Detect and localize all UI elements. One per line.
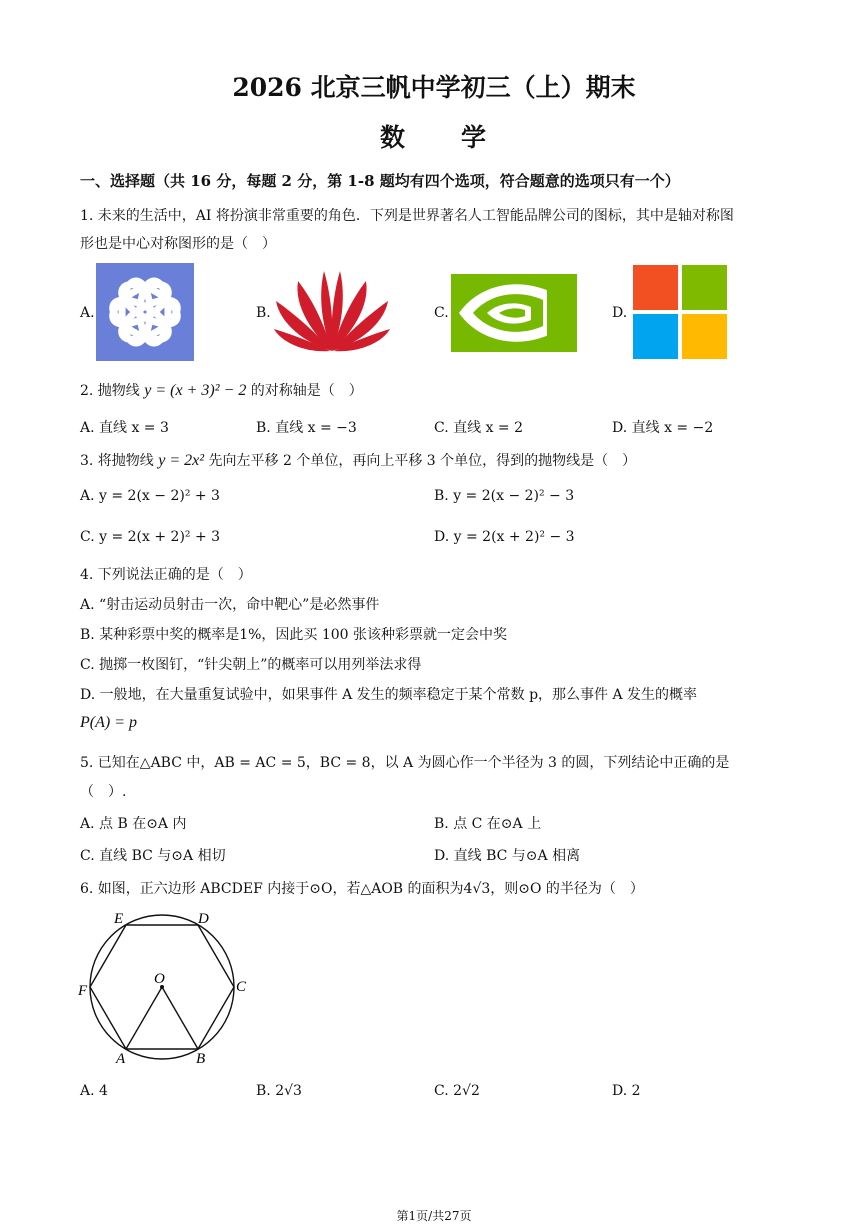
- q6-stem: 6. 如图，正六边形 ABCDEF 内接于⊙O，若△AOB 的面积为4√3，则⊙O 的半径为（ ）: [80, 881, 644, 897]
- q2-option-c: C. 直线 x = 2: [434, 420, 523, 436]
- q3-stem: [80, 450, 636, 470]
- q4-option-d-tail: P(A) = p: [80, 714, 137, 731]
- q6-option-d: D. 2: [612, 1083, 641, 1099]
- q3-option-c: C. y = 2(x + 2)² + 3: [80, 529, 221, 545]
- q5-option-d: D. 直线 BC 与⊙A 相离: [434, 848, 581, 864]
- page-footer: 第1页/共27页: [396, 1209, 472, 1223]
- label-a: A: [116, 1051, 126, 1067]
- q6-option-a: A. 4: [80, 1083, 108, 1099]
- q1-line2: 形也是中心对称图形的是（ ）: [80, 236, 276, 252]
- q4-option-b: B. 某种彩票中奖的概率是1%，因此买 100 张该种彩票就一定会中奖: [80, 627, 508, 643]
- q4-option-c: C. 抛掷一枚图钉，“针尖朝上”的概率可以用列举法求得: [80, 657, 422, 673]
- q2-stem-post: 的对称轴是（ ）: [250, 383, 363, 399]
- q1-option-b-label: B.: [256, 305, 271, 321]
- q2-stem-pre: 2. 抛物线: [80, 383, 140, 399]
- page-title: 2026 北京三帆中学初三（上）期末: [232, 73, 636, 102]
- openai-logo-icon: [96, 263, 194, 361]
- q6-option-c: C. 2√2: [434, 1083, 480, 1099]
- q1-option-a-label: A.: [80, 305, 95, 321]
- q3-option-d: D. y = 2(x + 2)² − 3: [434, 529, 575, 545]
- microsoft-logo-icon: [633, 265, 727, 359]
- q5-option-c: C. 直线 BC 与⊙A 相切: [80, 848, 226, 864]
- q2-option-a: A. 直线 x = 3: [80, 420, 169, 436]
- q1-line1: 1. 未来的生活中，AI 将扮演非常重要的角色．下列是世界著名人工智能品牌公司的图标，其中是轴对称图: [80, 208, 734, 224]
- q2-option-d: D. 直线 x = −2: [612, 420, 714, 436]
- q3-expression: y = 2x²: [158, 452, 205, 469]
- label-e: E: [114, 911, 124, 927]
- huawei-logo-icon: [273, 265, 391, 355]
- label-f: F: [78, 983, 88, 999]
- label-d: D: [198, 911, 209, 927]
- q5-line1: 5. 已知在△ABC 中，AB = AC = 5，BC = 8，以 A 为圆心作一个半径为 3 的圆，下列结论中正确的是: [80, 755, 730, 771]
- q1-option-c-label: C.: [434, 305, 449, 321]
- q2-expression: y = (x + 3)² − 2: [144, 382, 247, 399]
- section-heading: 一、选择题（共 16 分，每题 2 分，第 1-8 题均有四个选项，符合题意的选项只有一个）: [80, 172, 680, 190]
- q5-option-a: A. 点 B 在⊙A 内: [80, 816, 187, 832]
- q1-option-d-label: D.: [612, 305, 628, 321]
- label-b: B: [196, 1051, 206, 1067]
- q2-stem: [80, 380, 363, 400]
- hexagon-circle-diagram: [78, 905, 258, 1070]
- q5-option-b: B. 点 C 在⊙A 上: [434, 816, 542, 832]
- q4-option-d: D. 一般地，在大量重复试验中，如果事件 A 发生的频率稳定于某个常数 p，那么事件 A 发生的概率: [80, 687, 698, 703]
- q4-stem: 4. 下列说法正确的是（ ）: [80, 567, 252, 583]
- q3-stem-pre: 3. 将抛物线: [80, 453, 154, 469]
- label-c: C: [236, 979, 247, 995]
- q3-option-b: B. y = 2(x − 2)² − 3: [434, 488, 575, 504]
- q3-option-a: A. y = 2(x − 2)² + 3: [80, 488, 220, 504]
- subject-title: 数 学: [379, 123, 488, 152]
- segment-oa: [126, 987, 162, 1049]
- segment-ob: [162, 987, 198, 1049]
- q6-option-b: B. 2√3: [256, 1083, 302, 1099]
- q4-option-a: A. “射击运动员射击一次，命中靶心”是必然事件: [80, 597, 380, 613]
- q2-option-b: B. 直线 x = −3: [256, 420, 357, 436]
- q3-stem-post: 先向左平移 2 个单位，再向上平移 3 个单位，得到的抛物线是（ ）: [208, 453, 637, 469]
- nvidia-logo-icon: [451, 274, 577, 352]
- q5-line2: （ ）.: [80, 784, 127, 800]
- label-o: O: [154, 971, 165, 987]
